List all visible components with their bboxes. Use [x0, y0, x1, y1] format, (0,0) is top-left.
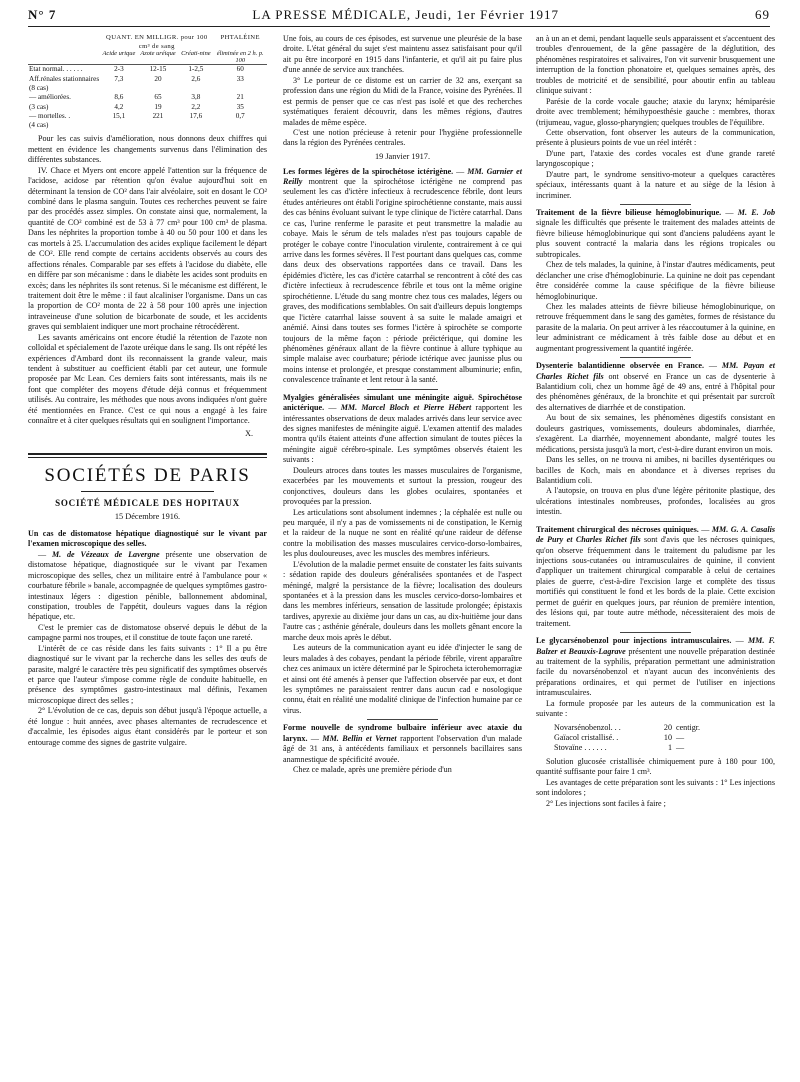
- paragraph: Dans les selles, on ne trouva ni amibes, ni bacilles dysentériques ou bacilles de Koch, mais en abondance et à diverses reprises du Balantidium coli.: [536, 455, 775, 485]
- formula-line: Stovaïne . . . . . . 1 —: [554, 743, 685, 753]
- paragraph: Parésie de la corde vocale gauche; ataxie du larynx; hémiparésie droite avec tremblement; hémihypoesthésie gauche : membres, thorax (trijumeau, vague, glosso-pharyngien; quelques troubles de l'équilibre.: [536, 96, 775, 127]
- article-separator: [620, 204, 692, 205]
- table-col-phtaleine: PHTALÉINE: [220, 34, 260, 41]
- formula-line: Novarsénobenzol. . . 20 centigr.: [554, 722, 701, 732]
- paragraph: Cette observation, font observer les auteurs de la communication, présente à plusieurs points de vue un réel intérêt :: [536, 127, 775, 148]
- session-date: 19 Janvier 1917.: [374, 151, 431, 161]
- column-2: [283, 34, 522, 775]
- paragraph: Une fois, au cours de ces épisodes, est survenue une pleurésie de la base droite. L'état général du sujet s'est maintenu assez satisfaisant pour qu'il ait pu être incorporé en 1915 dans l'infanterie, et qu'il ait pu faire plus d'une année de service aux tranchées.: [283, 34, 522, 75]
- paragraph: Chez les malades atteints de fièvre bilieuse hémoglobinurique, on retrouve fréquemment dans le sang des gamètes, formes de résistance du parasite de la malaria. On peut arriver à les réaccoutumer à la quinine, en leur administrant ce médicament à très faible dose au début et en augmentant progressivement la quantité ingérée.: [536, 301, 775, 353]
- formula-line: Gaïacol cristallisé. . 10 —: [554, 733, 685, 742]
- paragraph: L'évolution de la maladie permet ensuite de constater les faits suivants : sédation rapide des douleurs généralisées spontanées et de l'aspect méningé, malgré la persistance de la fièvre; localisation des douleurs spontanées et à la pression dans les muscles cervico-dorso-lombaires et dans les membres inférieurs, sensation de lassitude prolongée; épistaxis tardives, apyrexie au dixième jour dans un cas, au dix-huitième jour dans l'autre cas ; asthénie générale, douleurs dans les mollets gênant encore la marche deux mois après le début.: [283, 559, 522, 642]
- table-col-header: éliminée en 2 h. p. 100: [216, 50, 264, 64]
- paragraph: Les savants américains ont encore étudié la rétention de l'azote non colloïdal et spécialement de l'azote uréique dans le sang. Ils ont répété les expériences d'Ambard dont ils reconnaissent la grande valeur, mais tendent à substituer au coefficient établi par cet auteur, une formule proposée par Mc Lean. Ces derniers faits sont intéressants, mais ils ne font que compléter des moyens d'étude déjà connus et fréquemment utilisés. Au contraire, les méthodes que nous avons indiquées n'ont guère été mentionnées en France. C'est ce qui nous a engagé à les faire connaître et à citer quelques résultats qui en soulignent l'importance.: [28, 332, 267, 426]
- article-title: Les formes légères de la spirochétose ictérigène.: [283, 166, 454, 176]
- article-lead: Forme nouvelle de syndrome bulbaire inférieur avec ataxie du larynx. — MM. Bellin et Vernet rapportent l'observation d'un malade âgé de 31 ans, à antécédents familiaux et personnels bacillaires sans anamnestique de spécificité avouée.: [283, 723, 522, 764]
- article-lead: — M. de Vézeaux de Lavergne présente une observation de distomatose hépatique, diagnostiquée sur le vivant par l'examen microscopique des selles, chez un militaire entré à l'ambulance pour « courbature fébrile » banale, accompagnée de quelques symptômes gastro-intestinaux légers : digestion pénible, ballonnement abdominal, constipation, troubles de l'appétit, douleurs vagues dans la région hépatique, etc.: [28, 549, 268, 622]
- article-lead: Traitement chirurgical des nécroses quiniques. — MM. G. A. Casalis de Pury et Charles Richet fils sont d'avis que les nécroses quiniques, qu'on observe fréquemment dans le traitement du paludisme par les injections sous-cutanées ou intramusculaires de quinine, il convient d'appliquer un traitement chirurgical comparable à celui de certaines plaies de guerre, c'est-à-dire l'excision large et complète des tissus mortifiés qui constituent le fond et les bords de la plaie. Cette excision permet de guérir en quelques jours, par réunion de première intention, des lésions qui, par toute autre méthode, nécessiteraient des mois de traitement.: [536, 524, 775, 628]
- article-separator: [620, 357, 692, 358]
- paragraph: Au bout de six semaines, les phénomènes digestifs consistant en douleurs gastriques, vomissements, douleurs abdominales, diarrhée, s'exagèrent. La diarrhée, moyennement abondante, malgré toutes les médications, persista jusqu'à la mort, c'est-à-dire durant environ un mois.: [536, 413, 775, 454]
- paragraph: D'une part, l'ataxie des cordes vocales est d'une grande rareté laryngoscopique ;: [536, 148, 775, 169]
- article-separator: [367, 719, 439, 720]
- article-separator: [620, 521, 692, 522]
- column-3: [536, 34, 775, 809]
- article-lead: Le glycarsénobenzol pour injections intramusculaires. — MM. F. Balzer et Beauxis-Lagrave présentent une nouvelle préparation destinée au traitement de la syphilis, préparation permettant une administration facile du novarsénobenzol et n'ayant aucun des inconvénients des préparations ordinaires, et qui permet de l'utiliser en injections intramusculaires.: [536, 636, 776, 698]
- article-author: MM. Marcel Bloch et Pierre Hébert: [340, 403, 472, 413]
- table-col-header: Azote uréique: [140, 50, 176, 57]
- article-lead: Myalgies généralisées simulant une méningite aiguë. Spirochétose anictérique. — MM. Marcel Bloch et Pierre Hébert rapportent les intéressantes observations de deux malades arrivés dans leur service avec des signes manifestes de méningite aiguë. L'examen attentif des malades montra qu'ils étaient atteints d'une affection simulant de toutes pièces la méningite aiguë cérébro-spinale. Les symptômes observés étaient les suivants :: [283, 392, 523, 465]
- section-divider-thin: [28, 457, 267, 458]
- paragraph: C'est une notion précieuse à retenir pour l'hygiène professionnelle dans la région des Pyrénées centrales.: [283, 127, 522, 148]
- paragraph: an à un an et demi, pendant laquelle seuls apparaissent et s'accentuent des troubles d'enrouement, de la gêne passagère de la déglutition, des phénomènes respiratoires et salivaires, l'on vit survenir brusquement une interruption de la fonction phonatoire et, quelques semaines après, des troubles de motricité et de sensibilité, pour aboutir enfin au tableau clinique suivant :: [536, 34, 775, 96]
- column-1: [28, 34, 267, 748]
- article-title: Un cas de distomatose hépatique diagnostiqué sur le vivant par l'examen microscopique des selles.: [28, 528, 267, 549]
- article-title: Myalgies généralisées simulant une méningite aiguë. Spirochétose anictérique.: [283, 392, 522, 413]
- paragraph: 3° Le porteur de ce distome est un carrier de 32 ans, exerçant sa profession dans une région du Midi de la France, voisine des Pyrénées. Il est permis de penser que ce cas n'est pas isolé et que des recherches systématiques feraient découvrir, dans les mêmes régions, d'autres malades de même espèce.: [283, 75, 522, 127]
- table-row: Aff.rénales stationnaires 7,3 20 2,6 33: [29, 74, 244, 83]
- article-author: MM. G. A. Casalis de Pury et Charles Richet fils: [536, 524, 775, 545]
- article-title: Le glycarsénobenzol pour injections intramusculaires.: [536, 636, 732, 646]
- paragraph: A l'autopsie, on trouva en plus d'une légère péritonite plastique, des ulcérations intestinales nombreuses, profondes, localisées au gros intestin.: [536, 486, 775, 517]
- paragraph: La formule proposée par les auteurs de la communication est la suivante :: [536, 698, 775, 719]
- title-rule: [81, 491, 215, 492]
- journal-title: LA PRESSE MÉDICALE, Jeudi, 1er Février 1917: [252, 7, 559, 22]
- paragraph: D'autre part, le syndrome sensitivo-moteur a quelques caractères spéciaux, intéressants quant à la nature et au siège de la lésion à incriminer.: [536, 169, 775, 200]
- renal-table: [28, 34, 267, 130]
- article-author: MM. Bellin et Vernet: [322, 733, 397, 743]
- article-title: Traitement de la fièvre bilieuse hémoglobinurique.: [536, 208, 722, 217]
- paragraph: Solution glucosée cristallisée chimiquement pure à 180 pour 100, quantité suffisante pour faire 1 cm³.: [536, 756, 775, 777]
- page-number: 69: [755, 7, 770, 22]
- formula-block: [554, 723, 775, 754]
- paragraph: Chez de tels malades, la quinine, à l'instar d'autres médicaments, peut déclancher une crise d'hémoglobinurie. La quinine ne doit pas cependant être considérée comme la cause spécifique de la fièvre bilieuse hémoglobinurique.: [536, 260, 775, 301]
- article-lead: Les formes légères de la spirochétose ictérigène. — MM. Garnier et Reilly montrent que la spirochétose ictérigène ne comprend pas seulement les cas d'ictère infectieux à recrudescence fébrile, dont leurs études antérieures ont établi l'origine spirochétienne constante, mais aussi des cas bénins évoluant suivant le type clinique de l'ictère catarrhal. Dans ce cas, l'urine renferme le parasite et peut transmettre la maladie au cobaye. Mais le sérum de tels malades n'est pas toujours capable de protéger le cobaye contre l'inoculation virulente, contrairement à ce qui arrive dans les formes sévères. Il l'est pourtant dans quelques cas, comme dans deux des observations rapportées dans ce travail. Dans les épidémies d'ictère, les cas d'ictère catarrhal se rencontrent à côté des cas d'ictère infectieux à recrudescence fébrile et tous ont la même origine spirochétienne. L'étude du sang montre chez tous ces malades, légers ou graves, des modifications semblables. On sait d'ailleurs depuis longtemps que l'ictère catarrhal laisse souvent à sa suite le malade amaigri et anémié. Ainsi dans toutes ses formes l'ictère à spirochète se comporte toujours de la même façon : période préictérique, qui domine les phénomènes généraux allant de la fièvre continue à allure typhique au simple malaise avec courbature; période ictérique avec jaunisse plus ou moins intense et prolongée, et presque constamment albuminurie; enfin, convalescence traînante et lent retour à la santé.: [283, 166, 523, 385]
- paragraph: L'intérêt de ce cas réside dans les faits suivants : 1° Il a pu être diagnostiqué sur le vivant par la recherche dans les selles des œufs de parasite, malgré le caractère très peu significatif des symptômes observés et parce que l'auteur s'impose comme règle de conduite habituelle, en présence des symptômes gastro-intestinaux mal définis, l'examen microscopique direct des selles ;: [28, 643, 267, 705]
- society-name: SOCIÉTÉ MÉDICALE DES HOPITAUX: [55, 497, 240, 508]
- page-header: [28, 4, 770, 26]
- article-lead: Dysenterie balantidienne observée en France. — MM. Payan et Charles Richet fils ont observé en France un cas de dysenterie à Balantidium coli, chez un homme âgé de 49 ans, entré à l'hôpital pour des phénomènes généraux, de la bronchite et qui présentait par surcroît des alternatives de diarrhée et de constipation.: [536, 361, 776, 412]
- article-author: MM. Garnier et Reilly: [283, 166, 523, 186]
- paragraph: Chez ce malade, après une première période d'un: [293, 765, 452, 774]
- table-row: — améliorées. 8,6 65 3,8 21: [29, 93, 244, 102]
- table-group-header: QUANT. EN MILLIGR. pour 100 cm³ de sang: [106, 34, 208, 50]
- table-row: (4 cas): [29, 121, 49, 130]
- paragraph: Les articulations sont absolument indemnes ; la céphalée est nulle ou peu marquée, il n'y a pas de vomissements ni de constipation, le Kernig et la raideur de la nuque ne sont en réalité qu'une raideur de défense contre la mobilisation des masses musculaires cervico-dorso-lombaires, les plus douloureuses, avec les muscles des membres inférieurs.: [283, 507, 522, 559]
- table-col-header: Créati-nine: [181, 50, 211, 57]
- table-col-header: Acide urique: [102, 50, 136, 57]
- article-author: M. de Vézeaux de Lavergne: [51, 549, 160, 559]
- article-author: MM. F. Balzer et Beauxis-Lagrave: [536, 636, 776, 656]
- section-divider: [28, 453, 267, 455]
- session-date: 15 Décembre 1916.: [114, 512, 181, 522]
- paragraph: Les avantages de cette préparation sont les suivants : 1° Les injections sont indolores ;: [536, 777, 775, 798]
- article-author: MM. Payan et Charles Richet fils: [536, 361, 775, 381]
- paragraph: Pour les cas suivis d'amélioration, nous donnons deux chiffres qui mettent en évidence les changements survenus dans l'élimination des différentes substances.: [28, 134, 267, 165]
- table-row: (3 cas) 4,2 19 2,2 35: [29, 102, 244, 111]
- paragraph: 2° L'évolution de ce cas, depuis son début jusqu'à l'époque actuelle, a été longue : huit années, avec phases alternantes de recrudescence et d'accalmie, les épisodes aigus étant considérés par le porteur et son entourage comme des signes de gastrite vulgaire.: [28, 706, 267, 747]
- article-lead: Traitement de la fièvre bilieuse hémoglobinurique. — M. E. Job signale les difficultés que présente le traitement des malades atteints de fièvre bilieuse hémoglobinurique qui sont d'anciens paludéens ayant le plus souvent contracté la malaria dans les régions tropicales ou subtropicales.: [536, 208, 775, 259]
- table-row: Etat normal. . . . . . 2-3 12-15 1-2,5 60: [29, 65, 244, 74]
- article-title: Traitement chirurgical des nécroses quiniques.: [536, 524, 699, 534]
- table-row: (8 cas): [29, 84, 49, 92]
- article-separator: [620, 632, 692, 633]
- paragraph: 2° Les injections sont faciles à faire ;: [546, 798, 666, 808]
- paragraph: C'est le premier cas de distomatose observé depuis le début de la campagne parmi nos troupes, et il constitue de toute façon une rareté.: [28, 622, 267, 643]
- article-title: Dysenterie balantidienne observée en France.: [536, 361, 705, 371]
- signature: X.: [245, 428, 253, 438]
- paragraph: Les auteurs de la communication ayant eu idée d'injecter le sang de leurs malades à des cobayes, pendant la période fébrile, virent apparaître chez ces animaux un ictère déterminé par le Spirocheta icterohemorragiæ et ainsi ont été amenés à penser que l'affection observée par eux, et dont les symptômes ne paraissaient rentrer dans aucun cad e nosologique connu, était en réalité une modalité clinique de l'infection humaine par ce virus.: [283, 643, 522, 715]
- section-title: SOCIÉTÉS DE PARIS: [44, 465, 251, 487]
- article-title: Forme nouvelle de syndrome bulbaire inférieur avec ataxie du larynx.: [283, 723, 522, 743]
- paragraph: IV. Chace et Myers ont encore appelé l'attention sur la fréquence de l'acidose, acidose par rétention qu'on évalue aujourd'hui soit en déterminant la tension de CO² dans l'air alvéolaire, soit en dosant le CO² combiné dans le plasma sanguin. Toutes ces recherches peuvent se faire par des procédés assez simples. On constate ainsi que, normalement, la quantité de CO² combiné est de 53 à 77 cm³ pour 100 cm³ de plasma. Dans les néphrites la proportion tombe à 40 ou 50 pour 100 et dans les cas mortels à 25. L'accumulation des acides explique facilement le départ de CO². Elle rend compte de certains accidents observés au cours des affections rénales. Comparable par ses effets à l'acidose du diabète, elle en diffère par son mécanisme : dans le diabète les acides sont produits en excès; dans les néphrites ils sont retenus. Si le mécanisme est différent, le traitement doit être le même : il faut alcaliniser l'organisme. Dans un cas la proportion de CO² monta de 22 à 58 pour 100 après une injection intraveineuse d'une solution de bicarbonate de soude, et les accidents graves qui semblaient indiquer une mort prochaine rétrocédèrent.: [28, 165, 267, 332]
- header-rule: [28, 26, 770, 27]
- article-separator: [367, 389, 439, 390]
- article-author: M. E. Job: [737, 208, 775, 217]
- table-row: — mortelles. . 15,1 221 17,6 0,7: [29, 111, 245, 120]
- paragraph: Douleurs atroces dans toutes les masses musculaires de l'organisme, exacerbées par les mouvements et surtout la pression, rougeur des conjonctives, douleurs dans les globes oculaires, spontanées et provoquées par la pression.: [283, 465, 522, 507]
- issue-number: N° 7: [28, 7, 57, 22]
